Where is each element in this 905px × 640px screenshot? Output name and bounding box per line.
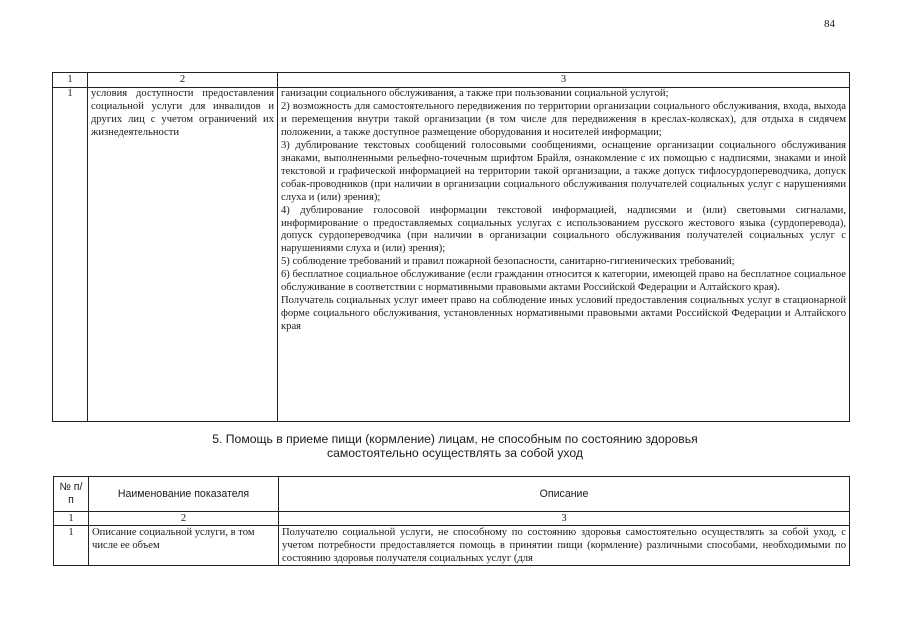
table-column-numbers <box>54 512 850 526</box>
section-heading <box>60 432 850 460</box>
table-column-numbers <box>53 73 850 88</box>
description-item-2: 2) возможность для самостоятельного передвижения по территории организации социального обслуживания, входа, выхода и перемещения внутри такой организации (в том числе для передвижения в креслах-колясках), для отдыха в сидячем положении, а также доступное размещение оборудования и носителей информации; <box>281 100 846 138</box>
table-header-row <box>54 477 850 512</box>
column-number-2: 2 <box>89 512 279 526</box>
row-number: 1 <box>54 526 89 566</box>
description-item-5: 5) соблюдение требований и правил пожарной безопасности, санитарно-гигиенических требований; <box>281 256 735 268</box>
section-heading-line-1: 5. Помощь в приеме пищи (кормление) лицам, не способным по состоянию здоровья <box>212 432 698 446</box>
row-number: 1 <box>53 88 88 422</box>
table-row <box>53 88 850 422</box>
description-note: Получатель социальных услуг имеет право на соблюдение иных условий предоставления социальных услуг в стационарной форме социального обслуживания, установленных нормативными правовыми актами Российской Федерации и Алтайского края <box>281 295 846 333</box>
indicator-name: Описание социальной услуги, в том числе ее объем <box>89 526 279 566</box>
column-number-1: 1 <box>53 73 88 88</box>
column-number-1: 1 <box>54 512 89 526</box>
description-item-4: 4) дублирование голосовой информации текстовой информацией, надписями и (или) световыми сигналами, информирование о предоставляемых социальных услугах с использованием русского жестового языка (сурдоперевода), допуск сурдопереводчика (при наличии в организации социального обслуживания получателей социальных услуг с нарушениями слуха и (или) зрения); <box>281 204 846 255</box>
indicator-description: Получателю социальной услуги, не способному по состоянию здоровья самостоятельно осуществлять за собой уход, с учетом потребности предоставляется помощь в принятии пищи (кормление) различными способами, необходимыми по состоянию здоровья получателя социальных услуг (для <box>279 526 850 566</box>
description-line: ганизации социального обслуживания, а также при пользовании социальной услугой; <box>281 88 669 99</box>
column-number-3: 3 <box>278 73 850 88</box>
table-row <box>54 526 850 566</box>
indicator-description <box>278 88 850 422</box>
page-number: 84 <box>824 18 835 30</box>
header-indicator-name: Наименование показателя <box>89 477 279 512</box>
header-description: Описание <box>279 477 850 512</box>
column-number-3: 3 <box>279 512 850 526</box>
column-number-2: 2 <box>88 73 278 88</box>
conditions-table <box>52 72 850 422</box>
section-heading-line-2: самостоятельно осуществлять за собой уход <box>326 446 584 460</box>
indicator-name: условия доступности предоставления социальной услуги для инвалидов и других лиц с учетом ограничений их жизнедеятельности <box>88 88 278 422</box>
description-item-6: 6) бесплатное социальное обслуживание (если гражданин относится к категории, имеющей право на бесплатное социальное обслуживание в соответствии с нормативными правовыми актами Российской Федерации и Алтайского края). <box>281 269 846 294</box>
header-number: № п/п <box>54 477 89 512</box>
description-item-3: 3) дублирование текстовых сообщений голосовыми сообщениями, оснащение организации социального обслуживания знаками, выполненными рельефно-точечным шрифтом Брайля, ознакомление с их помощью с надписями, знаками и иной текстовой и графической информацией на территории такой организации, а также допуск тифлосурдопереводчика, допуск собак-проводников (при наличии в организации социального обслуживания получателей социальных услуг с нарушениями слуха и (или) зрения); <box>281 139 846 203</box>
service-table <box>53 476 850 566</box>
